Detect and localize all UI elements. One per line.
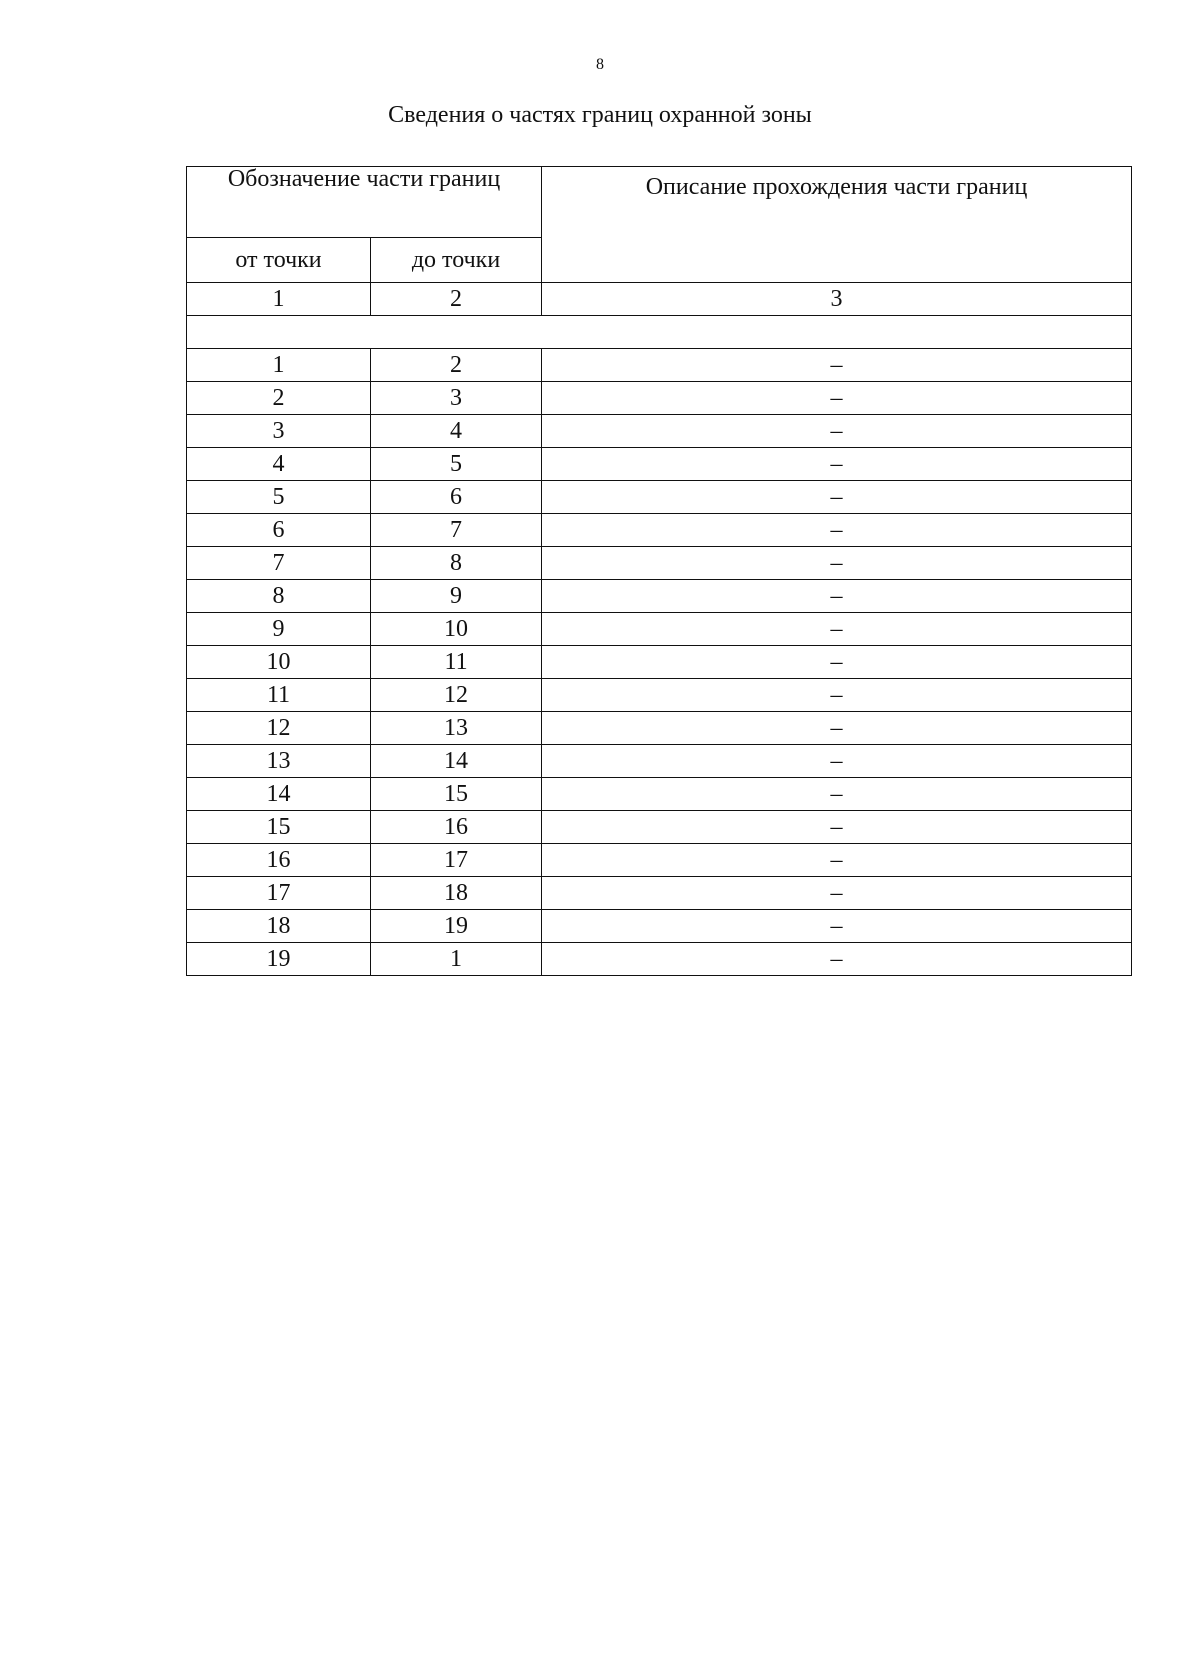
from-point-cell: 19: [187, 943, 371, 976]
from-point-cell: 3: [187, 415, 371, 448]
table-row: [187, 646, 1132, 679]
table-row: [187, 448, 1132, 481]
from-point-cell: 15: [187, 811, 371, 844]
table-row: [187, 514, 1132, 547]
description-cell: –: [542, 712, 1132, 745]
to-point-cell: 4: [371, 415, 542, 448]
description-cell: –: [542, 514, 1132, 547]
table-row: [187, 349, 1132, 382]
to-point-cell: 9: [371, 580, 542, 613]
from-point-cell: 7: [187, 547, 371, 580]
table-row: [187, 547, 1132, 580]
to-point-cell: 5: [371, 448, 542, 481]
to-point-cell: 12: [371, 679, 542, 712]
column-number-row: [187, 283, 1132, 316]
table-row: [187, 481, 1132, 514]
to-point-cell: 1: [371, 943, 542, 976]
description-cell: –: [542, 844, 1132, 877]
to-point-cell: 7: [371, 514, 542, 547]
page-number: 8: [596, 56, 604, 73]
description-cell: –: [542, 580, 1132, 613]
to-point-cell: 14: [371, 745, 542, 778]
from-point-cell: 14: [187, 778, 371, 811]
from-point-cell: 10: [187, 646, 371, 679]
description-cell: –: [542, 778, 1132, 811]
description-cell: –: [542, 910, 1132, 943]
table-row: [187, 613, 1132, 646]
table-row: [187, 811, 1132, 844]
description-cell: –: [542, 481, 1132, 514]
description-cell: –: [542, 547, 1132, 580]
from-point-cell: 16: [187, 844, 371, 877]
description-header: Описание прохождения части границ: [542, 167, 1132, 283]
from-point-cell: 12: [187, 712, 371, 745]
to-point-cell: 8: [371, 547, 542, 580]
description-cell: –: [542, 811, 1132, 844]
from-point-cell: 6: [187, 514, 371, 547]
table-body: [187, 167, 1132, 976]
column-number-1: 1: [187, 283, 371, 316]
from-point-cell: 8: [187, 580, 371, 613]
table-row: [187, 877, 1132, 910]
column-number-2: 2: [371, 283, 542, 316]
from-point-cell: 9: [187, 613, 371, 646]
to-point-cell: 6: [371, 481, 542, 514]
from-point-cell: 1: [187, 349, 371, 382]
description-cell: –: [542, 382, 1132, 415]
to-point-cell: 16: [371, 811, 542, 844]
description-cell: –: [542, 349, 1132, 382]
description-cell: –: [542, 415, 1132, 448]
description-cell: –: [542, 745, 1132, 778]
table-row: [187, 943, 1132, 976]
boundary-parts-table: [186, 166, 1132, 976]
description-cell: –: [542, 448, 1132, 481]
description-cell: –: [542, 679, 1132, 712]
from-point-cell: 2: [187, 382, 371, 415]
to-point-cell: 3: [371, 382, 542, 415]
designation-header: Обозначение части границ: [187, 167, 542, 238]
from-point-header: от точки: [187, 238, 371, 283]
to-point-cell: 19: [371, 910, 542, 943]
table-row: [187, 712, 1132, 745]
table-row: [187, 679, 1132, 712]
empty-section-cell: [187, 316, 1132, 349]
column-number-3: 3: [542, 283, 1132, 316]
to-point-cell: 11: [371, 646, 542, 679]
to-point-cell: 17: [371, 844, 542, 877]
table-row: [187, 745, 1132, 778]
to-point-cell: 15: [371, 778, 542, 811]
table-row: [187, 382, 1132, 415]
table-row: [187, 580, 1132, 613]
to-point-header: до точки: [371, 238, 542, 283]
to-point-cell: 13: [371, 712, 542, 745]
to-point-cell: 2: [371, 349, 542, 382]
description-cell: –: [542, 646, 1132, 679]
to-point-cell: 10: [371, 613, 542, 646]
table-row: [187, 778, 1132, 811]
from-point-cell: 18: [187, 910, 371, 943]
description-cell: –: [542, 877, 1132, 910]
from-point-cell: 17: [187, 877, 371, 910]
from-point-cell: 13: [187, 745, 371, 778]
empty-section-row: [187, 316, 1132, 349]
description-cell: –: [542, 613, 1132, 646]
description-cell: –: [542, 943, 1132, 976]
page-title: Сведения о частях границ охранной зоны: [388, 102, 812, 128]
from-point-cell: 11: [187, 679, 371, 712]
table-row: [187, 910, 1132, 943]
from-point-cell: 5: [187, 481, 371, 514]
table-row: [187, 844, 1132, 877]
to-point-cell: 18: [371, 877, 542, 910]
header-row: [187, 167, 1132, 238]
from-point-cell: 4: [187, 448, 371, 481]
table-row: [187, 415, 1132, 448]
